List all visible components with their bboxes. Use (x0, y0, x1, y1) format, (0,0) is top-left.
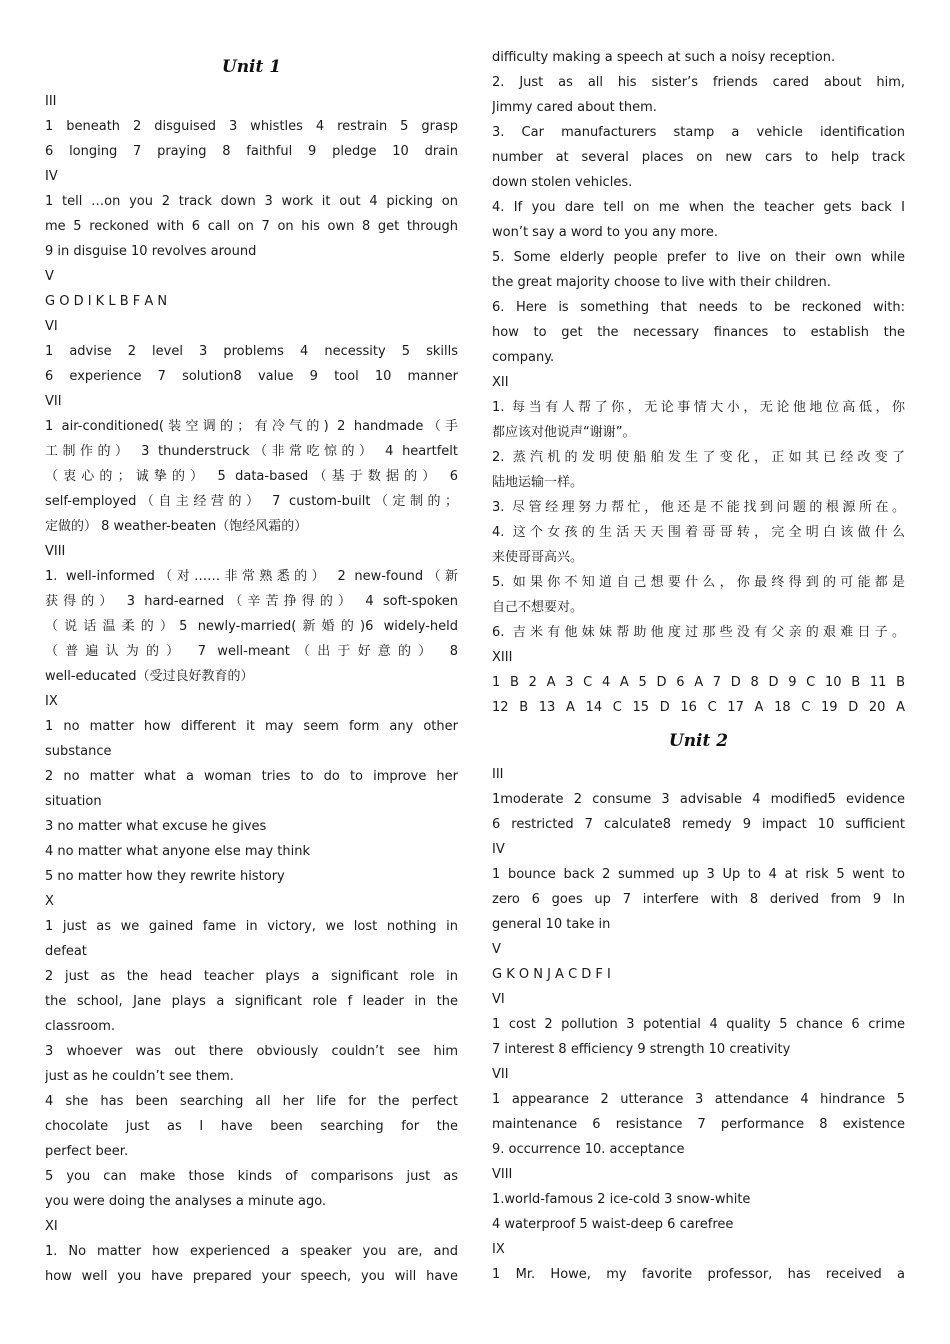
text-line: III (45, 94, 57, 109)
text-line: 3. 尽管经理努力帮忙，他还是不能找到问题的根源所在。 (492, 500, 905, 515)
text-line: 4. 这个女孩的生活天天围着哥哥转，完全明白该做什么 (492, 525, 905, 540)
text-line: 来使哥哥高兴。 (492, 550, 584, 565)
text-line: IX (45, 694, 58, 709)
text-line: you were doing the analyses a minute ago. (45, 1194, 327, 1209)
text-line: 1 bounce back 2 summed up 3 Up to 4 at risk 5 went to (492, 867, 905, 882)
text-line: 1 just as we gained fame in victory, we lost nothing in (45, 919, 458, 934)
text-line: chocolate just as I have been searching for the (45, 1119, 458, 1134)
text-line: 9 in disguise 10 revolves around (45, 244, 257, 259)
text-line: 4 waterproof 5 waist-deep 6 carefree (492, 1217, 734, 1232)
text-line: the school, Jane plays a significant role f leader in the (45, 994, 458, 1009)
text-line: 6 restricted 7 calculate8 remedy 9 impact 10 sufficient (492, 817, 905, 832)
text-line: the great majority choose to live with their children. (492, 275, 831, 290)
text-line: 2 no matter what a woman tries to do to improve her (45, 769, 458, 784)
text-line: 4 she has been searching all her life for the perfect (45, 1094, 458, 1109)
text-line: down stolen vehicles. (492, 175, 633, 190)
text-line: IX (492, 1242, 505, 1257)
text-line: 12 B 13 A 14 C 15 D 16 C 17 A 18 C 19 D 20 A (492, 700, 905, 715)
text-line: 6. 吉米有他妹妹帮助他度过那些没有父亲的艰难日子。 (492, 625, 905, 640)
text-line: 3. Car manufacturers stamp a vehicle identification (492, 125, 905, 140)
text-line: perfect beer. (45, 1144, 129, 1159)
text-line: 5. Some elderly people prefer to live on their own while (492, 250, 905, 265)
text-line: 2 just as the head teacher plays a significant role in (45, 969, 458, 984)
text-line: 2. 蒸汽机的发明使船舶发生了变化，正如其已经改变了 (492, 450, 905, 465)
text-line: me 5 reckoned with 6 call on 7 on his own 8 get through (45, 219, 458, 234)
text-line: maintenance 6 resistance 7 performance 8 existence (492, 1117, 905, 1132)
text-line: well-educated（受过良好教育的） (45, 669, 254, 684)
text-line: 1 cost 2 pollution 3 potential 4 quality 5 chance 6 crime (492, 1017, 905, 1032)
text-line: 4 no matter what anyone else may think (45, 844, 311, 859)
text-line: just as he couldn’t see them. (45, 1069, 234, 1084)
text-line: 获得的） 3 hard-earned（辛苦挣得的） 4 soft-spoken (45, 594, 458, 609)
text-line: 1.world-famous 2 ice-cold 3 snow-white (492, 1192, 751, 1207)
text-line: 3 whoever was out there obviously couldn’t see him (45, 1044, 458, 1059)
text-line: general 10 take in (492, 917, 611, 932)
text-line: won’t say a word to you any more. (492, 225, 718, 240)
text-line: number at several places on new cars to help track (492, 150, 905, 165)
text-line: 6. Here is something that needs to be reckoned with: (492, 300, 905, 315)
text-line: V (492, 942, 501, 957)
text-line: 1 air-conditioned(装空调的；有冷气的) 2 handmade（手 (45, 419, 458, 434)
text-line: 4. If you dare tell on me when the teacher gets back I (492, 200, 905, 215)
text-line: 工制作的） 3 thunderstruck（非常吃惊的） 4 heartfelt (45, 444, 458, 459)
text-line: X (45, 894, 54, 909)
text-line: XIII (492, 650, 513, 665)
unit-title: Unit 2 (668, 731, 729, 751)
text-line: （衷心的；诚挚的） 5 data-based（基于数据的） 6 (45, 469, 458, 484)
text-line: substance (45, 744, 112, 759)
text-line: VIII (492, 1167, 513, 1182)
text-line: VII (45, 394, 62, 409)
text-line: 1 beneath 2 disguised 3 whistles 4 restrain 5 grasp (45, 119, 458, 134)
text-line: 1 appearance 2 utterance 3 attendance 4 hindrance 5 (492, 1092, 905, 1107)
text-line: IV (492, 842, 505, 857)
text-line: 1 no matter how different it may seem form any other (45, 719, 458, 734)
text-line: XI (45, 1219, 58, 1234)
text-line: zero 6 goes up 7 interfere with 8 derived from 9 In (492, 892, 905, 907)
text-line: XII (492, 375, 509, 390)
text-line: 3 no matter what excuse he gives (45, 819, 267, 834)
text-line: defeat (45, 944, 87, 959)
text-line: VIII (45, 544, 66, 559)
text-line: difficulty making a speech at such a noisy reception. (492, 50, 836, 65)
text-line: （说话温柔的）5 newly-married(新婚的)6 widely-held (45, 619, 458, 634)
text-line: G K O N J A C D F I (492, 967, 611, 982)
text-line: 1. No matter how experienced a speaker you are, and (45, 1244, 458, 1259)
text-line: Jimmy cared about them. (492, 100, 657, 115)
text-line: situation (45, 794, 102, 809)
text-line: 1moderate 2 consume 3 advisable 4 modified5 evidence (492, 792, 905, 807)
unit-title: Unit 1 (221, 57, 282, 77)
text-line: 2. Just as all his sister’s friends cared about him, (492, 75, 905, 90)
text-line: 1. 每当有人帮了你，无论事情大小，无论他地位高低，你 (492, 400, 905, 415)
text-line: VI (45, 319, 58, 334)
text-line: V (45, 269, 54, 284)
text-line: 5 no matter how they rewrite history (45, 869, 285, 884)
text-line: how to get the necessary finances to establish the (492, 325, 905, 340)
text-line: 1 B 2 A 3 C 4 A 5 D 6 A 7 D 8 D 9 C 10 B 11 B (492, 675, 905, 690)
text-line: 6 longing 7 praying 8 faithful 9 pledge 10 drain (45, 144, 458, 159)
text-line: IV (45, 169, 58, 184)
text-line: 7 interest 8 efficiency 9 strength 10 creativity (492, 1042, 791, 1057)
text-line: III (492, 767, 504, 782)
text-line: self-employed（自主经营的） 7 custom-built（定制的； (45, 494, 458, 509)
text-line: 1 tell …on you 2 track down 3 work it out 4 picking on (45, 194, 458, 209)
text-line: G O D I K L B F A N (45, 294, 168, 309)
left-column (45, 45, 458, 1289)
text-line: company. (492, 350, 555, 365)
text-line: 都应该对他说声“谢谢”。 (492, 425, 636, 440)
text-line: 6 experience 7 solution8 value 9 tool 10 manner (45, 369, 458, 384)
text-line: （普遍认为的） 7 well-meant（出于好意的） 8 (45, 644, 458, 659)
text-line: classroom. (45, 1019, 116, 1034)
text-line: 9. occurrence 10. acceptance (492, 1142, 685, 1157)
text-line: VII (492, 1067, 509, 1082)
text-line: 5 you can make those kinds of comparisons just as (45, 1169, 458, 1184)
text-line: 1 Mr. Howe, my favorite professor, has received a (492, 1267, 905, 1282)
text-line: 陆地运输一样。 (492, 475, 584, 490)
text-line: 自己不想要对。 (492, 600, 584, 615)
text-line: 5. 如果你不知道自己想要什么，你最终得到的可能都是 (492, 575, 905, 590)
text-line: 定做的） 8 weather-beaten（饱经风霜的） (45, 519, 308, 534)
text-line: VI (492, 992, 505, 1007)
text-line: 1 advise 2 level 3 problems 4 necessity 5 skills (45, 344, 458, 359)
right-column (492, 45, 905, 1287)
text-line: 1. well-informed（对……非常熟悉的） 2 new-found（新 (45, 569, 458, 584)
text-line: how well you have prepared your speech, you will have (45, 1269, 458, 1284)
